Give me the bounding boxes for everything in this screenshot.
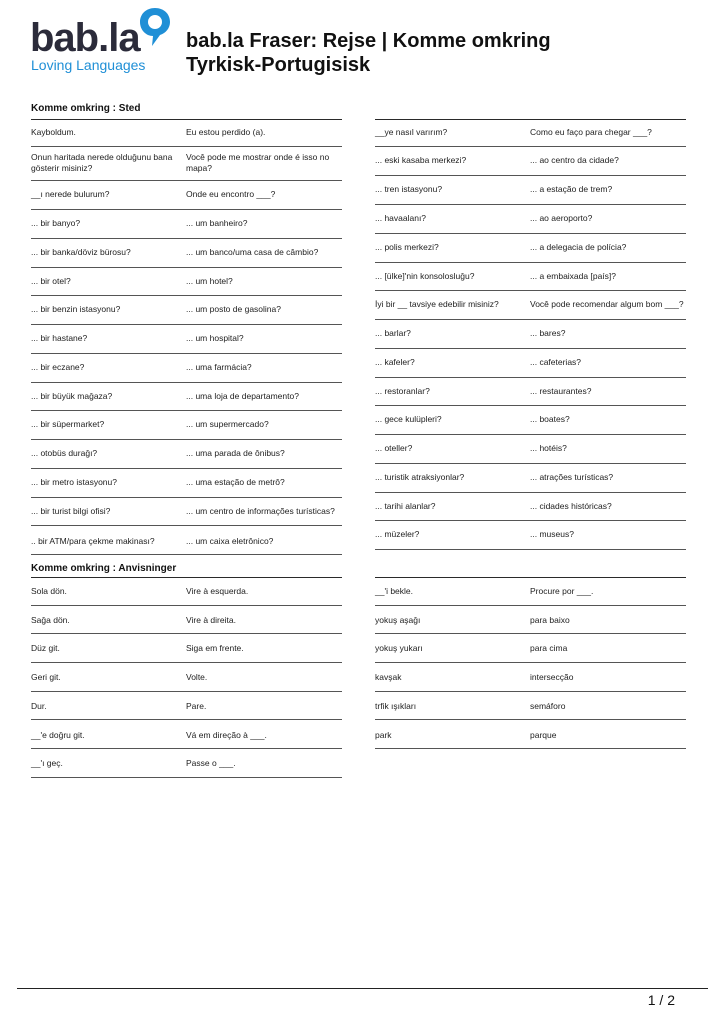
section-heading-anvisninger: Komme omkring : Anvisninger	[31, 563, 177, 574]
phrase-translation: ... bares?	[530, 328, 566, 338]
title-line-1: bab.la Fraser: Rejse | Komme omkring	[186, 30, 551, 52]
phrase-row	[31, 606, 342, 635]
phrase-source: ... restoranlar?	[375, 385, 430, 396]
phrase-translation: ... cidades históricas?	[530, 500, 612, 511]
phrase-translation: Você pode recomendar algum bom ___?	[530, 299, 684, 309]
phrase-source: ... gece kulüpleri?	[375, 414, 442, 424]
phrase-translation: Procure por ___.	[530, 586, 594, 596]
phrase-translation: ... a estação de trem?	[530, 184, 613, 194]
phrase-row	[31, 239, 342, 268]
phrase-source: ... bir hastane?	[31, 333, 88, 343]
phrase-row	[31, 268, 342, 297]
phrase-row	[375, 493, 686, 522]
phrase-row	[375, 692, 686, 721]
page-number: 1 / 2	[647, 992, 675, 1008]
phrase-translation: ... um banheiro?	[186, 218, 248, 228]
phrase-translation: ... uma estação de metrô?	[186, 476, 285, 487]
phrase-translation: Vire à esquerda.	[186, 586, 249, 596]
phrase-row	[375, 147, 686, 176]
phrase-source: ... bir banyo?	[31, 218, 81, 228]
footer-divider	[17, 988, 708, 989]
phrase-row	[375, 521, 686, 550]
phrase-translation: ... uma loja de departamento?	[186, 390, 299, 401]
phrase-translation: semáforo	[530, 700, 566, 711]
phrase-row	[31, 383, 342, 412]
logo-tagline: Loving Languages	[31, 57, 146, 73]
phrase-row	[375, 234, 686, 263]
phrase-row	[375, 634, 686, 663]
phrase-row	[31, 663, 342, 692]
phrase-source: ... bir benzin istasyonu?	[31, 304, 121, 314]
phrase-source: ... bir otel?	[31, 275, 71, 286]
phrase-translation: Siga em frente.	[186, 643, 244, 654]
phrase-row	[375, 378, 686, 407]
phrase-row	[375, 320, 686, 349]
phrase-row	[375, 606, 686, 635]
phrase-source: __ye nasıl varırım?	[375, 127, 448, 137]
phrase-source: ... kafeler?	[375, 356, 415, 367]
phrase-source: .. bir ATM/para çekme makinası?	[31, 536, 155, 546]
phrase-source: Dur.	[31, 700, 47, 711]
phrase-source: ... bir metro istasyonu?	[31, 476, 117, 487]
phrase-source: yokuş aşağı	[375, 614, 421, 625]
row-divider	[31, 554, 342, 555]
phrase-source: __ı nerede bulurum?	[31, 189, 110, 199]
phrase-translation: Eu estou perdido (a).	[186, 127, 266, 137]
phrase-source: ... polis merkezi?	[375, 241, 439, 252]
phrase-translation: intersecção	[530, 672, 574, 683]
row-divider	[31, 777, 342, 778]
phrase-translation: Onde eu encontro ___?	[186, 189, 276, 199]
phrase-translation: Pare.	[186, 700, 207, 711]
phrase-translation: Você pode me mostrar onde é isso no mapa?	[186, 152, 330, 173]
phrase-source: kavşak	[375, 672, 402, 683]
phrase-source: İyi bir __ tavsiye edebilir misiniz?	[375, 299, 499, 309]
phrase-source: ... barlar?	[375, 328, 411, 338]
phrase-source: __'ı geç.	[31, 758, 63, 769]
phrase-row	[375, 205, 686, 234]
row-divider	[375, 549, 686, 550]
phrase-translation: ... um hotel?	[186, 275, 233, 286]
phrase-row	[375, 406, 686, 435]
phrase-source: Onun haritada nerede olduğunu bana gösterir misiniz?	[31, 152, 173, 173]
phrase-translation: ... uma farmácia?	[186, 361, 252, 372]
phrase-source: ... oteller?	[375, 443, 413, 453]
phrase-source: ... tarihi alanlar?	[375, 500, 436, 511]
phrase-row	[31, 119, 342, 147]
phrase-source: ... bir turist bilgi ofisi?	[31, 505, 111, 516]
phrase-row	[31, 147, 342, 181]
phrase-source: ... müzeler?	[375, 529, 420, 539]
phrase-translation: ... a embaixada [país]?	[530, 270, 616, 281]
phrase-row	[31, 354, 342, 383]
phrase-source: Sola dön.	[31, 586, 67, 596]
phrase-source: ... bir büyük mağaza?	[31, 390, 113, 401]
phrase-source: ... tren istasyonu?	[375, 184, 443, 194]
phrase-translation: Como eu faço para chegar ___?	[530, 127, 652, 137]
phrase-source: __'e doğru git.	[31, 729, 85, 740]
phrase-row	[31, 721, 342, 750]
babla-logo	[30, 6, 175, 76]
phrase-source: ... [ülke]'nin konsolosluğu?	[375, 270, 475, 281]
speech-bubble-icon	[138, 6, 172, 48]
phrase-row	[375, 119, 686, 147]
phrase-row	[375, 349, 686, 378]
phrase-source: ... havaalanı?	[375, 213, 427, 223]
phrase-source: ... bir banka/döviz bürosu?	[31, 246, 131, 257]
phrase-translation: Passe o ___.	[186, 758, 236, 769]
phrase-row	[31, 577, 342, 606]
phrase-row	[375, 663, 686, 692]
phrase-translation: ... museus?	[530, 529, 574, 539]
phrase-row	[31, 296, 342, 325]
phrase-translation: ... um centro de informações turísticas?	[186, 505, 335, 516]
phrase-row	[31, 469, 342, 498]
phrase-translation: ... atrações turísticas?	[530, 471, 614, 482]
phrase-source: ... bir eczane?	[31, 361, 85, 372]
phrase-translation: Vá em direção à ___.	[186, 729, 267, 740]
phrase-source: ... turistik atraksiyonlar?	[375, 471, 465, 482]
phrase-translation: ... boates?	[530, 414, 570, 424]
phrase-source: trfik ışıkları	[375, 700, 417, 711]
phrase-row	[31, 634, 342, 663]
phrase-source: ... otobüs durağı?	[31, 448, 98, 458]
phrase-source: yokuş yukarı	[375, 643, 423, 654]
phrase-row	[375, 435, 686, 464]
phrase-row	[31, 692, 342, 721]
phrase-source: Sağa dön.	[31, 614, 70, 625]
phrase-translation: Volte.	[186, 672, 208, 683]
phrase-row	[375, 577, 686, 606]
phrase-translation: Vire à direita.	[186, 614, 236, 625]
section-heading-sted: Komme omkring : Sted	[31, 103, 141, 114]
phrase-source: ... bir süpermarket?	[31, 419, 105, 429]
phrase-translation: para cima	[530, 643, 568, 654]
phrase-row	[31, 210, 342, 239]
phrase-translation: ... uma parada de ônibus?	[186, 448, 285, 458]
phrase-translation: ... ao centro da cidade?	[530, 155, 619, 165]
phrase-row	[375, 721, 686, 750]
phrase-row	[31, 749, 342, 778]
row-divider	[375, 748, 686, 749]
phrase-translation: ... hotéis?	[530, 443, 567, 453]
phrase-row	[31, 411, 342, 440]
logo-brand-text: bab.la	[30, 16, 140, 60]
phrase-translation: ... cafeterias?	[530, 356, 582, 367]
phrase-source: park	[375, 729, 392, 740]
phrase-translation: ... um hospital?	[186, 333, 244, 343]
phrase-translation: parque	[530, 729, 557, 740]
phrase-translation: ... um banco/uma casa de câmbio?	[186, 246, 319, 257]
phrase-row	[375, 464, 686, 493]
phrase-translation: ... restaurantes?	[530, 385, 592, 396]
phrase-row	[375, 263, 686, 292]
phrase-source: Kayboldum.	[31, 127, 76, 137]
phrase-row	[31, 181, 342, 210]
phrase-row	[31, 526, 342, 555]
phrase-translation: ... um posto de gasolina?	[186, 304, 281, 314]
page-title	[186, 29, 551, 77]
phrase-translation: ... a delegacia de polícia?	[530, 241, 627, 252]
title-line-2: Tyrkisk-Portugisisk	[186, 54, 371, 76]
phrase-translation: para baixo	[530, 614, 570, 625]
phrase-row	[375, 176, 686, 205]
phrase-row	[31, 325, 342, 354]
phrase-source: ... eski kasaba merkezi?	[375, 155, 467, 165]
phrase-translation: ... ao aeroporto?	[530, 213, 593, 223]
phrase-source: Düz git.	[31, 643, 60, 654]
phrase-source: __'i bekle.	[375, 586, 414, 596]
phrase-row	[31, 440, 342, 469]
phrase-row	[375, 291, 686, 320]
phrase-translation: ... um caixa eletrônico?	[186, 536, 274, 546]
phrase-row	[31, 498, 342, 527]
phrase-translation: ... um supermercado?	[186, 419, 269, 429]
phrase-source: Geri git.	[31, 672, 61, 683]
